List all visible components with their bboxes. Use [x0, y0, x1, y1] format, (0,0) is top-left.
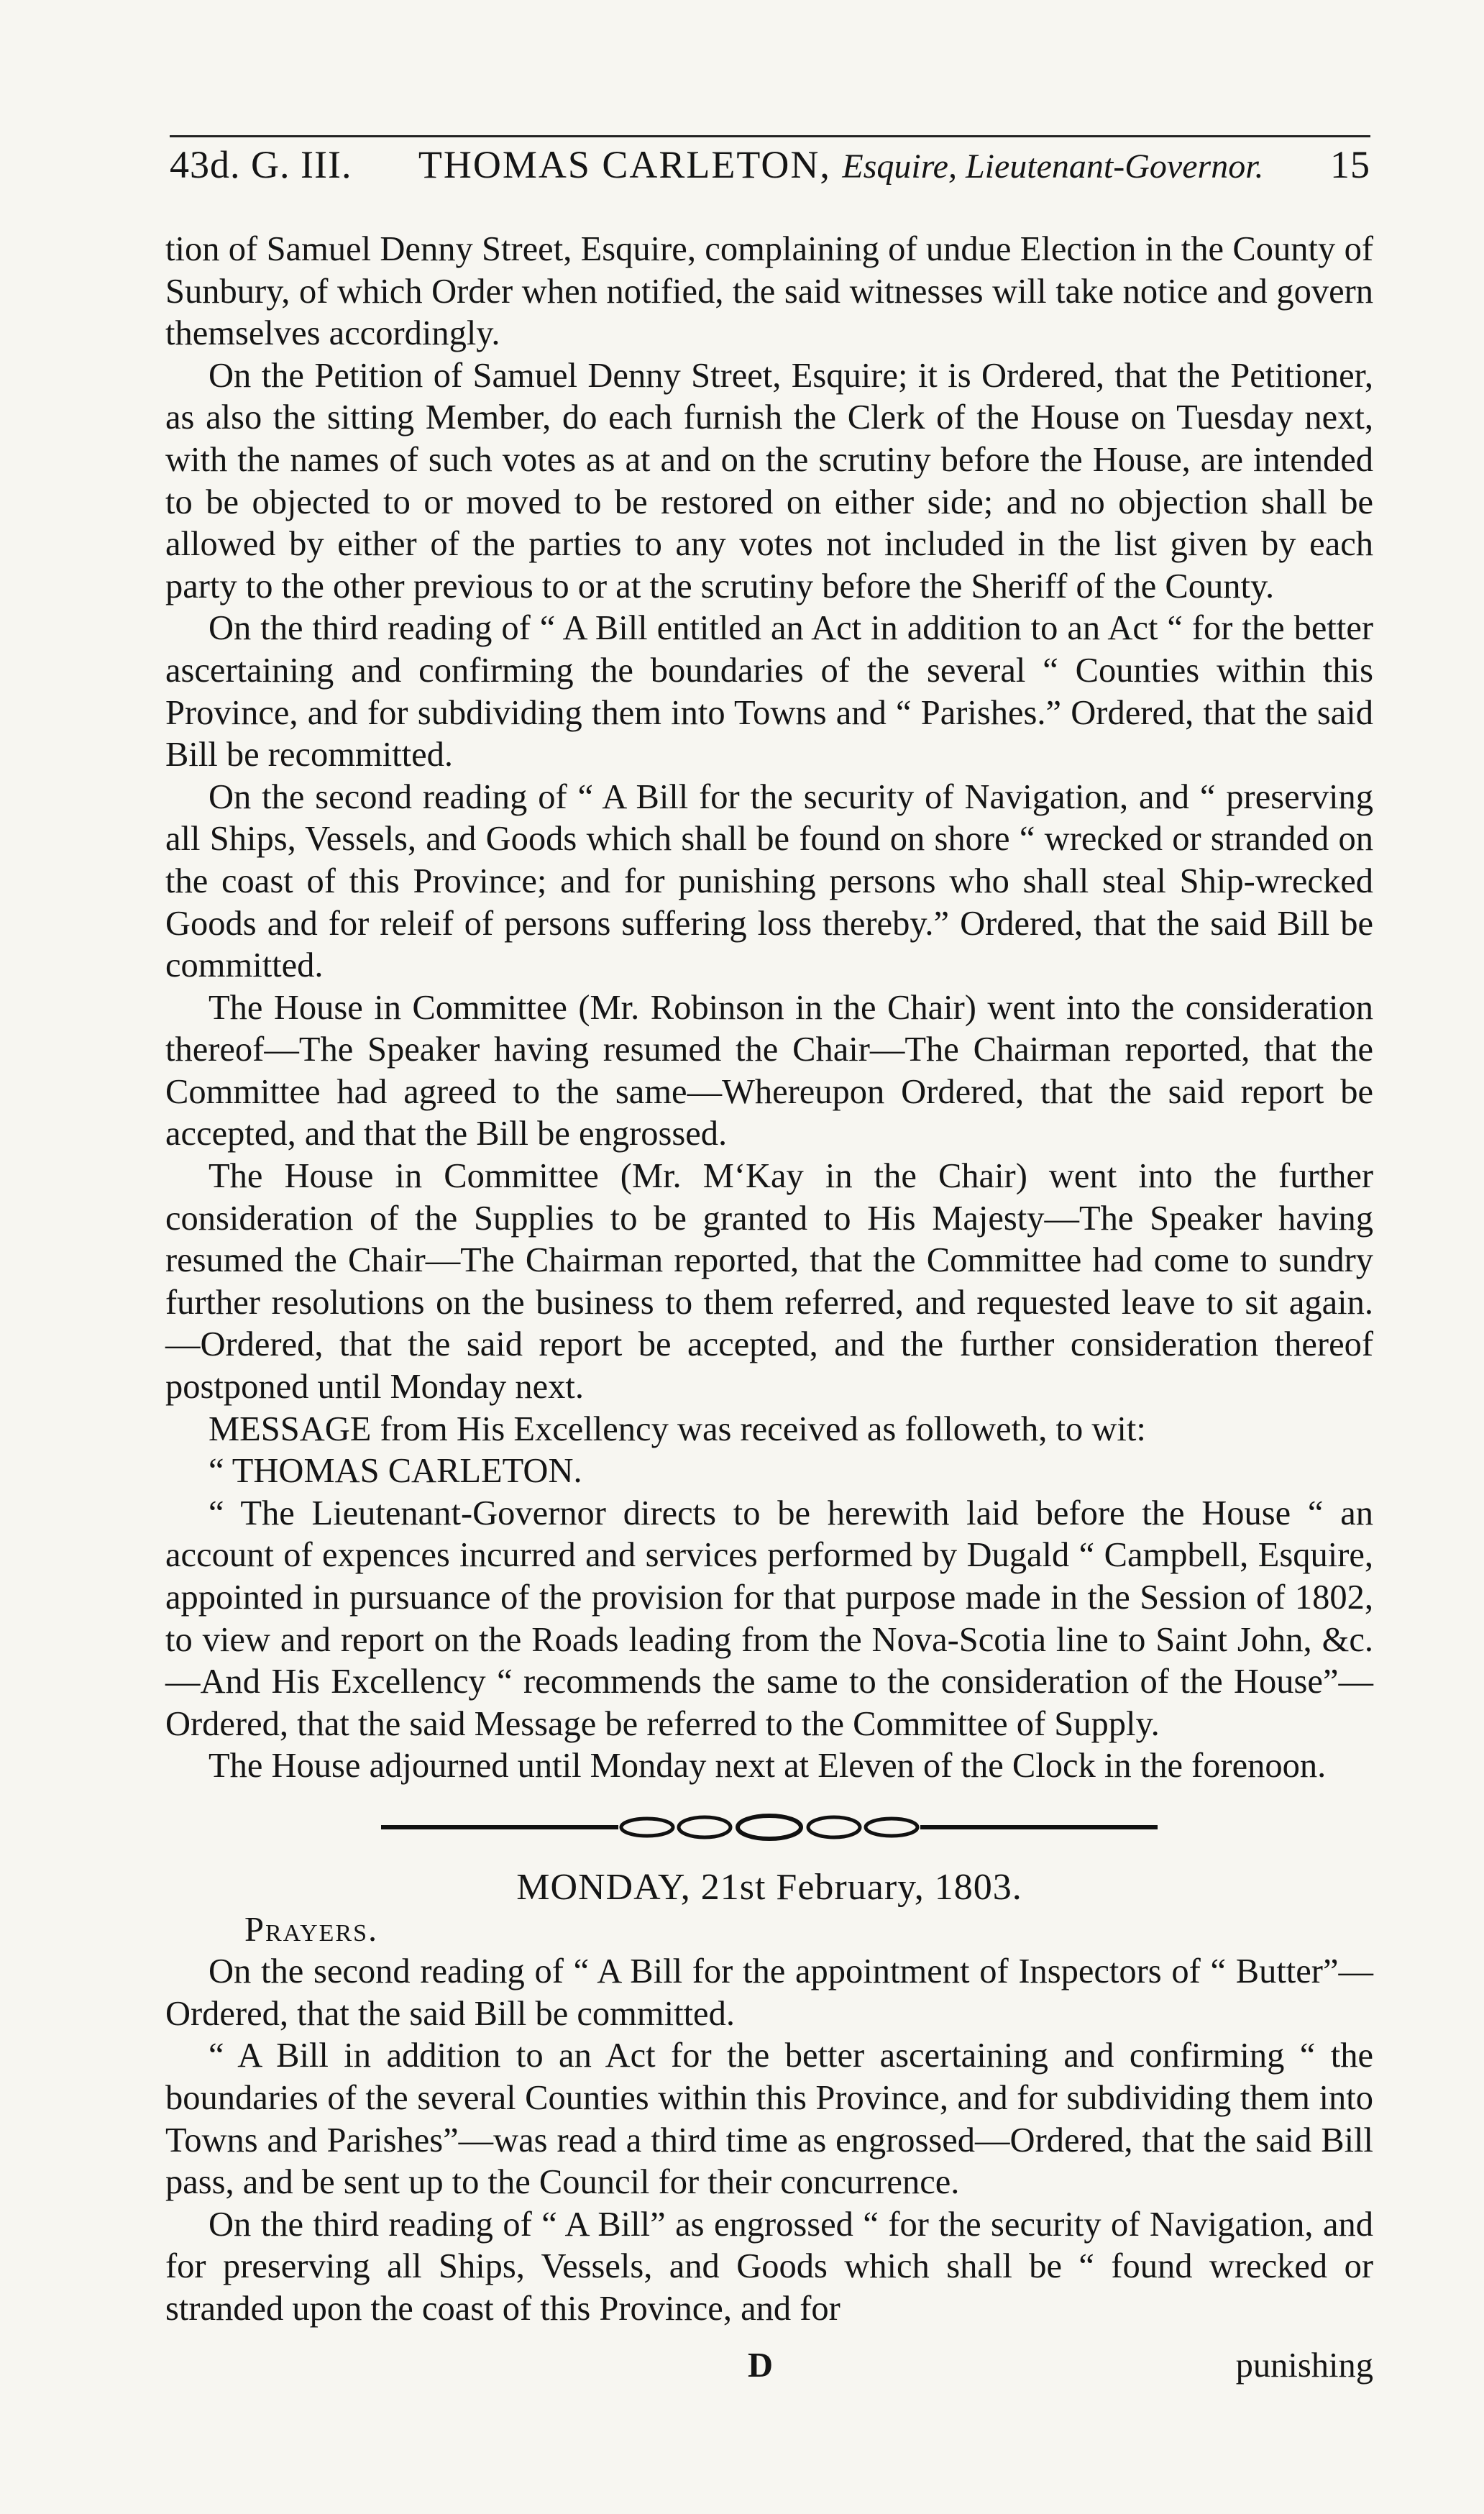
ornament-rule-icon — [381, 1813, 1158, 1842]
session-reference: 43d. G. III. — [170, 143, 352, 186]
paragraph: tion of Samuel Denny Street, Esquire, complaining of undue Election in the County of Sunbury, of which Order when notified, the said witnesses will take notice and govern themselves accordingly. — [165, 230, 1373, 353]
paragraph: On the Petition of Samuel Denny Street, Esquire; it is Ordered, that the Petitioner, as also the sitting Member, do each furnish the Clerk of the House on Tuesday next, with the names of such votes as at and on the scrutiny before the House, are intended to be objected to or moved to be restored on either side; and no objection shall be allowed by either of the parties to any votes not included in the list given by each party to the other previous to or at the scrutiny before the Sheriff of the County. — [165, 356, 1373, 605]
message-body: “ The Lieutenant-Governor directs to be herewith laid before the House “ an account of expences incurred and services performed by Dugald “ Campbell, Esquire, appointed in pursuance of the provision for that purpose made in the Session of 1802, to view and report on the Roads leading from the Nova-Scotia line to Saint John, &c.—And His Excellency “ recommends the same to the consideration of the House”—Ordered, that the said Message be referred to the Committee of Supply. — [165, 1494, 1373, 1743]
paragraph: On the second reading of “ A Bill for the security of Navigation, and “ preserving all Ships, Vessels, and Goods which shall be found on shore “ wrecked or stranded on the coast of this Province; and for punishing persons who shall steal Ship-wrecked Goods and for releif of persons suffering loss thereby.” Ordered, that the said Bill be committed. — [165, 777, 1373, 985]
paragraph: “ A Bill in addition to an Act for the better ascertaining and confirming “ the boundaries of the several Counties within this Province, and for subdividing them into Towns and Parishes”—was read a third time as engrossed—Ordered, that the said Bill pass, and be sent up to the Council for their concurrence. — [165, 2037, 1373, 2202]
header-rule — [170, 135, 1370, 137]
paragraph: The House in Committee (Mr. Robinson in the Chair) went into the consideration thereof—The Speaker having resumed the Chair—The Chairman reported, that the Committee had agreed to the same—Whereupon Ordered, that the said report be accepted, and that the Bill be engrossed. — [165, 988, 1373, 1153]
running-header — [170, 142, 1370, 196]
message-intro: MESSAGE from His Excellency was received as followeth, to wit: — [209, 1409, 1146, 1448]
header-title — [418, 142, 1264, 187]
header-title-rank: Esquire, Lieutenant-Governor. — [842, 147, 1264, 186]
paragraph: On the third reading of “ A Bill entitled an Act in addition to an Act “ for the better ascertaining and confirming the boundaries of the several “ Counties within this Province, and for subdividing them into Towns and “ Parishes.” Ordered, that the said Bill be recommitted. — [165, 609, 1373, 774]
adjournment: The House adjourned until Monday next at Eleven of the Clock in the forenoon. — [209, 1747, 1327, 1786]
message-signature: “ THOMAS CARLETON. — [209, 1452, 582, 1491]
paragraph: On the third reading of “ A Bill” as engrossed “ for the security of Navigation, and for preserving all Ships, Vessels, and Goods which shall be “ found wrecked or stranded upon the coast of this Province, and for — [165, 2205, 1373, 2328]
catchword: punishing — [1235, 2346, 1373, 2385]
paragraph: The House in Committee (Mr. M‘Kay in the Chair) went into the further consideration of the Supplies to be granted to His Majesty—The Speaker having resumed the Chair—The Chairman reported, that the Committee had come to sundry further resolutions on the business to them referred, and requested leave to sit again.—Ordered, that the said report be accepted, and the further consideration thereof postponed until Monday next. — [165, 1157, 1373, 1407]
page-number: 15 — [1329, 143, 1370, 186]
prayers-heading: Prayers. — [244, 1910, 379, 1949]
body-text — [165, 229, 1373, 2331]
page-footer — [165, 2346, 1373, 2396]
header-title-name: THOMAS CARLETON, — [418, 143, 831, 186]
signature-mark: D — [748, 2346, 774, 2385]
session-date: MONDAY, 21st February, 1803. — [516, 1866, 1022, 1908]
paragraph: On the second reading of “ A Bill for the appointment of Inspectors of “ Butter”—Ordered, that the said Bill be committed. — [165, 1952, 1373, 2033]
section-ornament — [165, 1788, 1373, 1867]
